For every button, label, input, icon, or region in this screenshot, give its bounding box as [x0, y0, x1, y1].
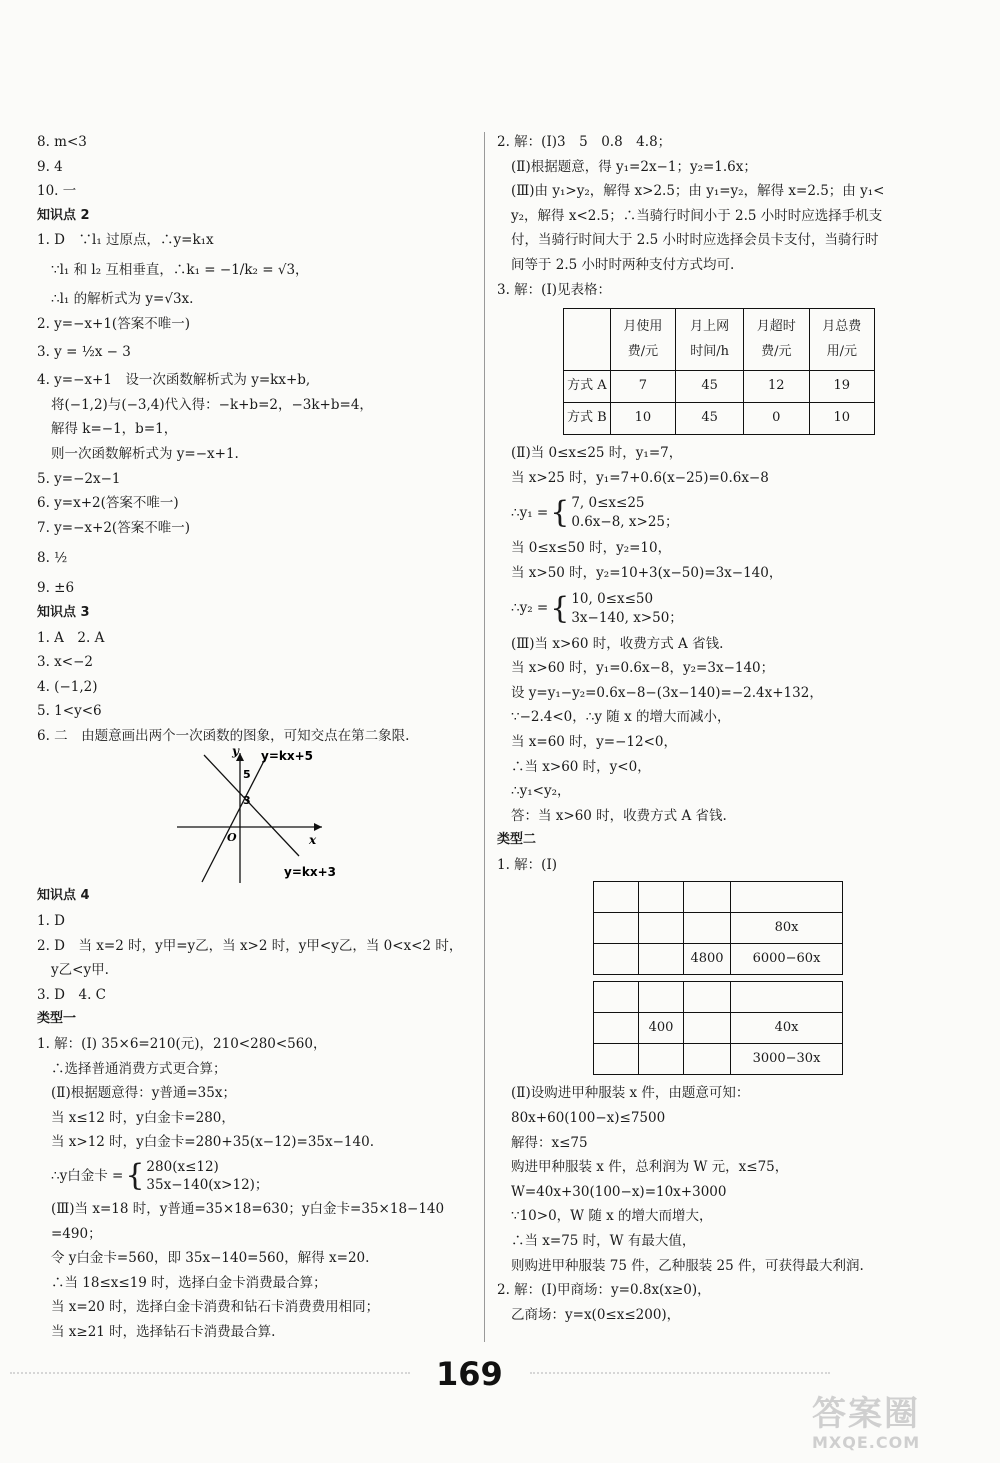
tick-3: 3	[243, 794, 251, 808]
answer-line: (Ⅱ)当 0≤x≤25 时，y₁=7，	[511, 445, 683, 462]
table-header: 月上网时间/h	[676, 309, 744, 371]
table-cell: 3000−30x	[731, 1044, 843, 1075]
table-row-label: 方式 A	[564, 371, 611, 403]
table-cell	[594, 1013, 639, 1044]
table-cell: 6000−60x	[731, 944, 843, 975]
section-heading: 类型二	[497, 832, 537, 848]
fee-table	[563, 308, 875, 435]
answer-line: 3. D 4. C	[37, 986, 106, 1003]
answer-line: 1. D ∵l₁ 过原点，∴y=k₁x	[37, 232, 214, 249]
answer-line: 将(−1,2)与(−3,4)代入得：−k+b=2，−3k+b=4，	[51, 396, 373, 413]
table-cell	[684, 1044, 731, 1075]
table-cell	[639, 944, 684, 975]
table-cell	[731, 982, 843, 1013]
table-row	[564, 403, 875, 435]
table-cell	[639, 982, 684, 1013]
table-cell	[684, 1013, 731, 1044]
y-axis-label: y	[232, 748, 239, 759]
answer-line: ∵l₁ 和 l₂ 互相垂直，∴k₁ = −1/k₂ = √3，	[51, 261, 309, 278]
answer-line: (Ⅱ)根据题意得：y普通=35x；	[51, 1085, 236, 1102]
answer-line: 购进甲种服装 x 件，总利润为 W 元，x≤75，	[511, 1159, 789, 1176]
answer-line: 当 x>25 时，y₁=7+0.6(x−25)=0.6x−8	[511, 469, 769, 486]
section-heading: 知识点 4	[37, 888, 90, 904]
answer-line: (Ⅲ)当 x>60 时，收费方式 A 省钱.	[511, 635, 724, 652]
piecewise-case: 7, 0≤x≤25	[571, 495, 645, 512]
piecewise-lhs: ∴y₂ =	[511, 600, 549, 617]
table-cell: 40x	[731, 1013, 843, 1044]
watermark-url: MXQE.COM	[812, 1433, 921, 1452]
answer-line: 当 x≤12 时，y白金卡=280，	[51, 1109, 235, 1126]
footer-rule-left	[10, 1372, 410, 1376]
answer-line: 3. 解：(Ⅰ)见表格：	[497, 281, 612, 298]
purchase-table-b	[593, 981, 843, 1075]
answer-line: 令 y白金卡=560，即 35x−140=560，解得 x=20.	[51, 1250, 370, 1267]
answer-line: 80x+60(100−x)≤7500	[511, 1110, 666, 1127]
table-cell: 19	[809, 371, 874, 403]
answer-line: 6. y=x+2(答案不唯一)	[37, 495, 179, 512]
answer-line: 则购进甲种服装 75 件，乙种服装 25 件，可获得最大利润.	[511, 1257, 864, 1274]
x-axis-label: x	[309, 833, 317, 848]
table-cell	[684, 913, 731, 944]
answer-line: 当 x>50 时，y₂=10+3(x−50)=3x−140，	[511, 564, 783, 581]
table-cell: 0	[744, 403, 809, 435]
watermark	[812, 1395, 982, 1455]
table-cell	[594, 1044, 639, 1075]
table-row	[594, 913, 843, 944]
answer-line: 1. 解：(Ⅰ) 35×6=210(元)，210<280<560，	[37, 1036, 327, 1053]
answer-line: ∵−2.4<0，∴y 随 x 的增大而减小，	[511, 709, 731, 726]
piecewise-case: 3x−140, x>50；	[571, 609, 683, 626]
table-cell	[594, 882, 639, 913]
table-cell: 400	[639, 1013, 684, 1044]
answer-line: 当 x≥21 时，选择钻石卡消费最合算.	[51, 1323, 276, 1340]
table-cell: 10	[809, 403, 874, 435]
answer-line: 3. x<−2	[37, 654, 93, 671]
answer-line: 5. 1<y<6	[37, 703, 102, 720]
answer-line: 当 x>12 时，y白金卡=280+35(x−12)=35x−140.	[51, 1134, 374, 1151]
table-cell: 7	[610, 371, 675, 403]
answer-line: ∴当 x=75 时，W 有最大值，	[511, 1233, 696, 1250]
answer-line: 当 0≤x≤50 时，y₂=10，	[511, 540, 672, 557]
footer-rule-right	[530, 1372, 830, 1376]
table-corner-cell	[564, 309, 611, 371]
brace-icon: {	[550, 495, 570, 531]
answer-line: ∴l₁ 的解析式为 y=√3x.	[51, 290, 194, 307]
table-cell	[731, 882, 843, 913]
answer-line: 1. 解：(Ⅰ)	[497, 856, 558, 873]
answer-line: (Ⅲ)由 y₁>y₂，解得 x>2.5；由 y₁=y₂，解得 x=2.5；由 y₁<	[511, 183, 885, 200]
section-heading: 类型一	[37, 1011, 77, 1027]
answer-line: 5. y=−2x−1	[37, 470, 121, 487]
table-row	[594, 1013, 843, 1044]
table-cell: 45	[676, 403, 744, 435]
answer-line: 4. y=−x+1 设一次函数解析式为 y=kx+b,	[37, 372, 311, 389]
answer-line: ∴当 18≤x≤19 时，选择白金卡消费最合算；	[51, 1274, 327, 1291]
answer-line: 1. A 2. A	[37, 629, 105, 646]
section-heading: 知识点 3	[37, 604, 90, 620]
answer-line: 当 x>60 时，y₁=0.6x−8，y₂=3x−140；	[511, 660, 775, 677]
answer-line: 4. (−1,2)	[37, 678, 98, 695]
answer-line: 付，当骑行时间大于 2.5 小时时应选择会员卡支付，当骑行时	[511, 232, 879, 249]
table-header: 月使用费/元	[610, 309, 675, 371]
piecewise-cases	[571, 590, 682, 628]
answer-line: 8. m<3	[37, 134, 87, 150]
table-header: 月总费用/元	[809, 309, 874, 371]
brace-icon: {	[550, 590, 570, 626]
answer-line: =490；	[51, 1225, 102, 1242]
page-number: 169	[436, 1355, 503, 1393]
watermark-logo-text: 答案圈	[812, 1394, 920, 1434]
answer-line: 10. 一	[37, 183, 77, 200]
answer-line: 9. 4	[37, 158, 63, 175]
answer-line: 9. ±6	[37, 580, 75, 597]
table-cell: 4800	[684, 944, 731, 975]
table-row	[564, 371, 875, 403]
piecewise-case: 10, 0≤x≤50	[571, 590, 654, 607]
answer-line: 当 x=60 时，y=−12<0，	[511, 733, 678, 750]
answer-line: 6. 二 由题意画出两个一次函数的图象，可知交点在第二象限.	[37, 727, 410, 744]
table-row	[594, 944, 843, 975]
piecewise-case: 280(x≤12)	[146, 1159, 219, 1175]
table-cell	[684, 982, 731, 1013]
column-divider	[484, 132, 485, 1342]
answer-line: ∴y₁<y₂，	[511, 783, 571, 800]
answer-line: ∵10>0，W 随 x 的增大而增大，	[511, 1208, 713, 1225]
table-cell	[639, 882, 684, 913]
graph-svg	[37, 748, 467, 884]
section-heading: 知识点 2	[37, 207, 90, 223]
table-row	[594, 882, 843, 913]
answer-line: 解得 k=−1，b=1，	[51, 421, 178, 438]
table-cell: 45	[676, 371, 744, 403]
table-cell	[639, 913, 684, 944]
answer-line: y₂，解得 x<2.5；∴当骑行时间小于 2.5 小时时应选择手机支	[511, 207, 883, 224]
piecewise-cases	[146, 1158, 268, 1194]
answer-line: ∴选择普通消费方式更合算；	[51, 1060, 227, 1077]
table-row-label: 方式 B	[564, 403, 611, 435]
piecewise-lhs: ∴y白金卡 =	[51, 1167, 124, 1184]
answer-line: 间等于 2.5 小时时两种支付方式均可.	[511, 256, 735, 273]
answer-line: 3. y = ½x − 3	[37, 344, 131, 361]
piecewise-function	[497, 490, 967, 536]
right-column	[497, 130, 967, 1327]
table-header-row	[564, 309, 875, 371]
line-kx-plus-5	[202, 755, 267, 882]
table-cell: 10	[610, 403, 675, 435]
origin-label: O	[227, 831, 237, 845]
table-header: 月超时费/元	[744, 309, 809, 371]
answer-line: W=40x+30(100−x)=10x+3000	[511, 1183, 727, 1200]
table-row	[594, 982, 843, 1013]
table-row	[594, 1044, 843, 1075]
answer-line: 当 x=20 时，选择白金卡消费和钻石卡消费费用相同；	[51, 1299, 380, 1316]
x-axis-arrow	[314, 823, 322, 831]
answer-line: 则一次函数解析式为 y=−x+1.	[51, 445, 239, 462]
table-cell: 12	[744, 371, 809, 403]
left-column	[37, 130, 467, 1345]
answer-line: 解得：x≤75	[511, 1134, 588, 1151]
tick-5: 5	[243, 768, 251, 782]
answer-line: (Ⅲ)当 x=18 时，y普通=35×18=630；y白金卡=35×18−140	[51, 1201, 445, 1217]
line-kx-plus-3	[204, 755, 299, 856]
table-cell	[639, 1044, 684, 1075]
piecewise-cases	[571, 494, 678, 532]
table-cell	[684, 882, 731, 913]
answer-line: 1. D	[37, 913, 65, 930]
answer-line: 2. 解：(Ⅰ)3 5 0.8 4.8；	[497, 134, 672, 150]
brace-icon: {	[125, 1158, 145, 1193]
graph-label-top: y=kx+5	[261, 749, 314, 764]
table-cell	[594, 944, 639, 975]
function-graph	[37, 748, 467, 884]
piecewise-case: 35x−140(x>12)；	[146, 1177, 269, 1193]
piecewise-function	[37, 1155, 467, 1197]
answer-line: 2. 解：(Ⅰ)甲商场：y=0.8x(x≥0)，	[497, 1282, 711, 1299]
answer-line: ∴当 x>60 时，y<0，	[511, 758, 651, 775]
answer-line: 2. D 当 x=2 时，y甲=y乙，当 x>2 时，y甲<y乙，当 0<x<2 时，	[37, 937, 463, 954]
table-cell	[594, 913, 639, 944]
answer-line: 8. ½	[37, 550, 68, 567]
answer-line: 答：当 x>60 时，收费方式 A 省钱.	[511, 807, 727, 824]
purchase-table-a	[593, 881, 843, 975]
table-cell: 80x	[731, 913, 843, 944]
answer-line: (Ⅱ)根据题意，得 y₁=2x−1；y₂=1.6x；	[511, 158, 757, 175]
piecewise-function	[497, 586, 967, 632]
answer-line: 乙商场：y=x(0≤x≤200)，	[511, 1306, 681, 1323]
graph-label-bottom: y=kx+3	[284, 865, 337, 880]
piecewise-case: 0.6x−8, x>25；	[571, 514, 679, 531]
piecewise-lhs: ∴y₁ =	[511, 505, 549, 522]
answer-line: 2. y=−x+1(答案不唯一)	[37, 315, 190, 332]
table-cell	[594, 982, 639, 1013]
answer-line: (Ⅱ)设购进甲种服装 x 件，由题意可知：	[511, 1085, 750, 1102]
answer-line: 7. y=−x+2(答案不唯一)	[37, 519, 190, 536]
answer-line: 设 y=y₁−y₂=0.6x−8−(3x−140)=−2.4x+132，	[511, 684, 823, 701]
answer-line: y乙<y甲.	[51, 962, 109, 979]
